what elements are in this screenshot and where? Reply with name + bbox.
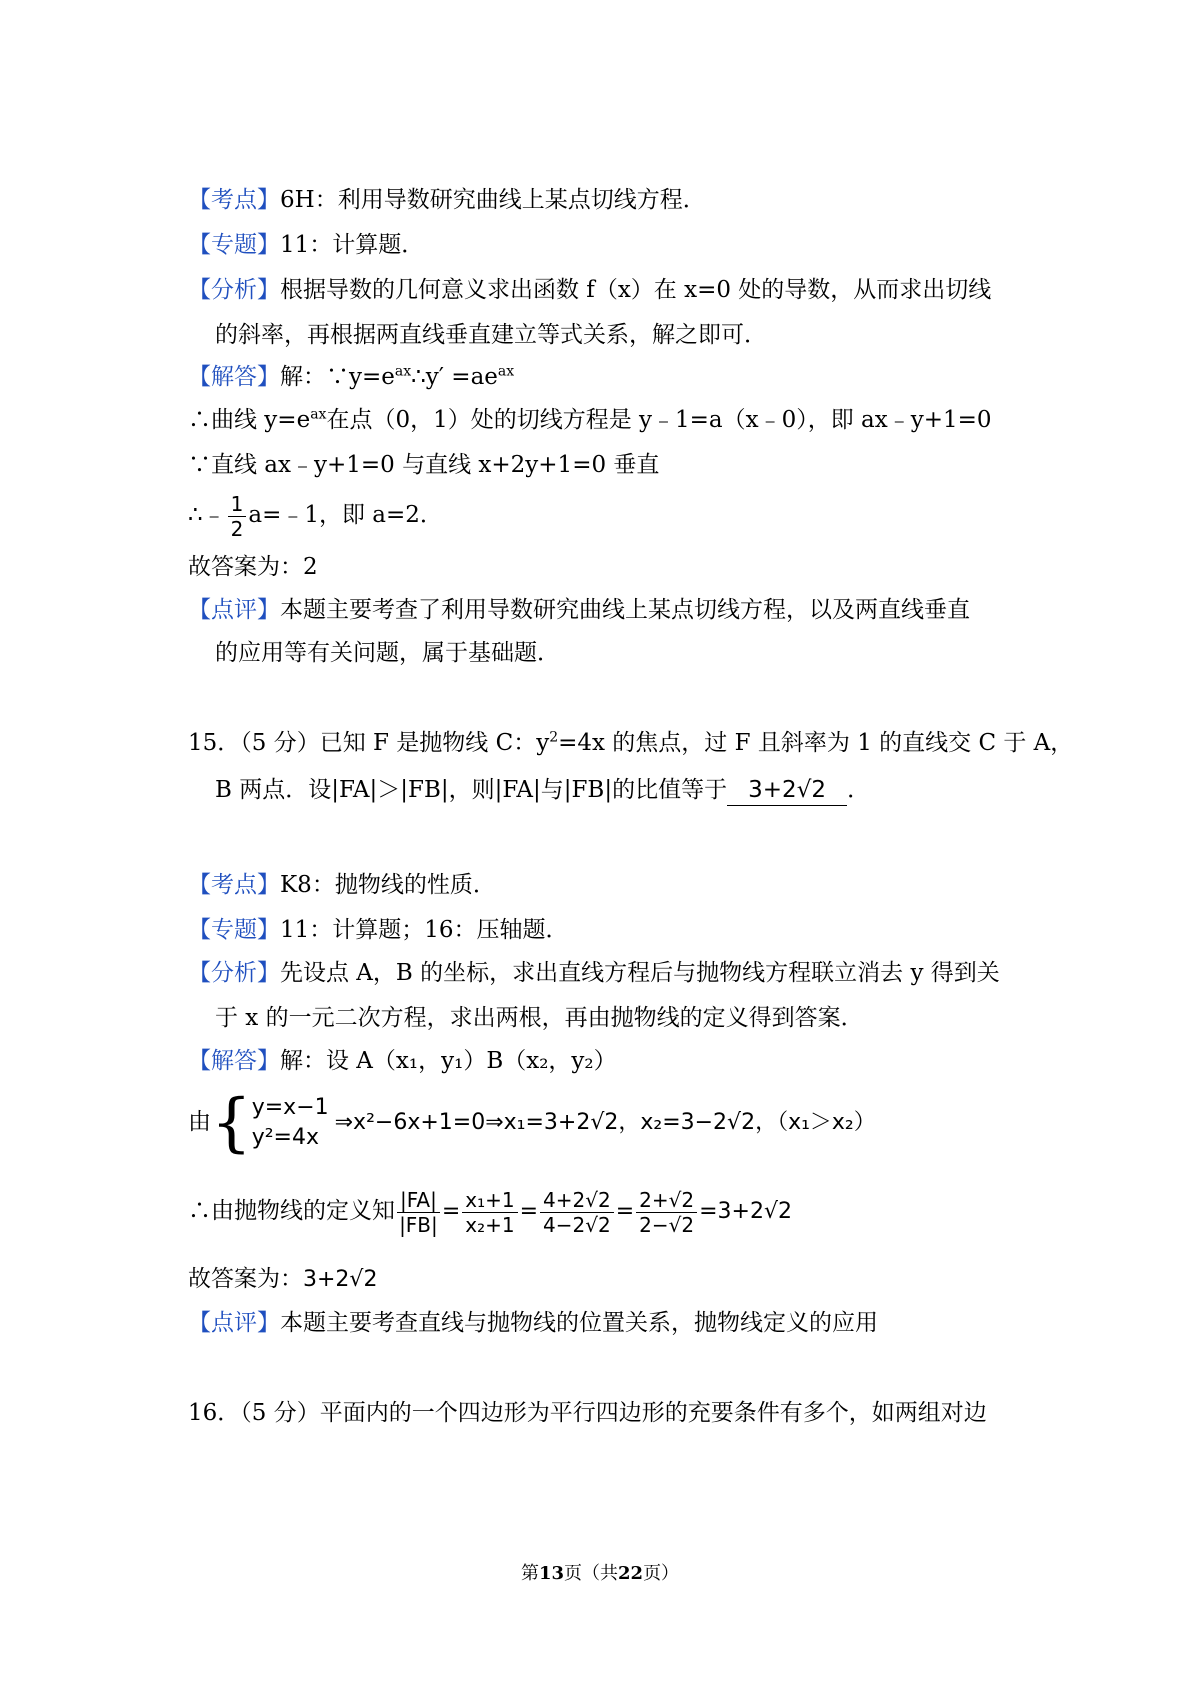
fenxi-tag: 【分析】 bbox=[188, 277, 280, 303]
q14-fenxi bbox=[188, 275, 991, 305]
question-text: 16．（5 分）平面内的一个四边形为平行四边形的充要条件有多个，如两组对边 bbox=[188, 1400, 987, 1426]
system-result: ⇒x²−6x+1=0⇒x₁=3+2√2，x₂=3−2√2，（x₁＞x₂） bbox=[334, 1110, 876, 1135]
exponent: ax bbox=[310, 406, 327, 423]
question-text: =4x 的焦点，过 F 且斜率为 1 的直线交 C 于 A， bbox=[558, 730, 1074, 756]
jieda-tag: 【解答】 bbox=[188, 364, 280, 390]
dianping-text: 本题主要考查直线与抛物线的位置关系，抛物线定义的应用 bbox=[280, 1310, 878, 1336]
fraction-numerator: |FA| bbox=[397, 1188, 440, 1213]
equation-system bbox=[252, 1093, 329, 1153]
fenxi-text-cont: 的斜率，再根据两直线垂直建立等式关系，解之即可． bbox=[215, 322, 767, 348]
step-text: 在点（0，1）处的切线方程是 y﹣1=a（x﹣0），即 ax﹣y+1=0 bbox=[326, 407, 992, 433]
zhuanti-tag: 【专题】 bbox=[188, 232, 280, 258]
q14-step2 bbox=[188, 450, 659, 480]
system-prefix: 由 bbox=[188, 1109, 211, 1135]
fraction-denominator: 2 bbox=[230, 516, 244, 541]
fraction-2 bbox=[636, 1188, 697, 1237]
step-text: a=﹣1，即 a=2． bbox=[248, 502, 443, 528]
step-text: ∵直线 ax﹣y+1=0 与直线 x+2y+1=0 垂直 bbox=[188, 452, 660, 478]
question-text: ． bbox=[847, 777, 871, 803]
step-text: ∴﹣ bbox=[188, 502, 226, 528]
kaodian-tag: 【考点】 bbox=[188, 872, 280, 898]
q15-dianping bbox=[188, 1308, 878, 1338]
system-eq1: y=x−1 bbox=[251, 1095, 329, 1120]
footer-text: 页） bbox=[643, 1563, 680, 1584]
question-text: B 两点．设|FA|＞|FB|，则|FA|与|FB|的比值等于 bbox=[215, 777, 728, 803]
answer-text: 故答案为：2 bbox=[188, 554, 318, 580]
fraction-denominator: |FB| bbox=[399, 1212, 438, 1237]
exponent: ax bbox=[394, 363, 412, 380]
fraction-4 bbox=[540, 1188, 614, 1237]
fraction-numerator: 2+√2 bbox=[636, 1188, 697, 1213]
zhuanti-text: 11：计算题；16：压轴题． bbox=[280, 917, 569, 943]
q15-jieda bbox=[188, 1046, 617, 1076]
dianping-tag: 【点评】 bbox=[188, 1310, 280, 1336]
fraction-numerator: 1 bbox=[228, 492, 247, 517]
q15-question-cont bbox=[215, 775, 870, 806]
q15-kaodian bbox=[188, 870, 496, 900]
fraction-denominator: 2−√2 bbox=[639, 1212, 695, 1237]
dianping-tag: 【点评】 bbox=[188, 597, 280, 623]
q14-fenxi-cont bbox=[215, 320, 767, 350]
q15-zhuanti bbox=[188, 915, 569, 945]
total-pages: 22 bbox=[618, 1563, 644, 1584]
q15-definition: ∴由抛物线的定义知 $\frac{|FA|}{|FB|}$ = $\frac{\text{x₁+1}}{\text{x₂+1}}$ = $\frac{4+2√2}{4-2√2}$ = $\frac{2+√2}{2-√2}$ =3+2√2 bbox=[188, 1187, 793, 1237]
system-eq2: y²=4x bbox=[251, 1125, 320, 1150]
fraction-denominator: 4−2√2 bbox=[543, 1212, 611, 1237]
fraction-numerator: 4+2√2 bbox=[540, 1188, 614, 1213]
left-brace-icon: { bbox=[211, 1086, 252, 1160]
zhuanti-tag: 【专题】 bbox=[188, 917, 280, 943]
answer-label: 故答案为： bbox=[188, 1266, 303, 1292]
question-text: 15．（5 分）已知 F 是抛物线 C：y bbox=[188, 730, 550, 756]
fenxi-tag: 【分析】 bbox=[188, 960, 280, 986]
footer-text: 第 bbox=[520, 1563, 539, 1584]
exponent: 2 bbox=[549, 729, 559, 746]
fenxi-text-cont: 于 x 的一元二次方程，求出两根，再由抛物线的定义得到答案． bbox=[215, 1005, 864, 1031]
fenxi-text: 先设点 A，B 的坐标，求出直线方程后与抛物线方程联立消去 y 得到关 bbox=[280, 960, 1000, 986]
answer-blank: 3+2√2 bbox=[727, 775, 847, 806]
fraction-x bbox=[462, 1188, 517, 1237]
jieda-text: ∴y′ =ae bbox=[411, 364, 498, 390]
q15-answer bbox=[188, 1264, 377, 1295]
q15-fenxi-cont bbox=[215, 1003, 864, 1033]
page-footer bbox=[0, 1562, 1200, 1586]
footer-text: 页（共 bbox=[564, 1563, 618, 1584]
q14-zhuanti bbox=[188, 230, 424, 260]
page-number: 13 bbox=[538, 1563, 564, 1584]
q14-answer bbox=[188, 552, 318, 582]
zhuanti-text: 11：计算题． bbox=[280, 232, 425, 258]
q14-step3 bbox=[188, 490, 443, 541]
step-text: ∴曲线 y=e bbox=[188, 407, 311, 433]
jieda-text: 解：设 A（x₁，y₁）B（x₂，y₂） bbox=[280, 1048, 617, 1074]
jieda-text: 解：∵y=e bbox=[280, 364, 395, 390]
kaodian-tag: 【考点】 bbox=[188, 187, 280, 213]
q14-jieda bbox=[188, 362, 514, 392]
fraction-half bbox=[228, 492, 247, 541]
q15-fenxi bbox=[188, 958, 1000, 988]
q14-dianping-cont bbox=[215, 638, 560, 668]
kaodian-text: 6H：利用导数研究曲线上某点切线方程． bbox=[280, 187, 706, 213]
jieda-tag: 【解答】 bbox=[188, 1048, 280, 1074]
exponent: ax bbox=[497, 363, 515, 380]
fenxi-text: 根据导数的几何意义求出函数 f（x）在 x=0 处的导数，从而求出切线 bbox=[280, 277, 992, 303]
q15-system bbox=[188, 1086, 876, 1160]
fraction-numerator: x₁+1 bbox=[462, 1188, 517, 1213]
fraction-denominator: x₂+1 bbox=[465, 1212, 515, 1237]
q16-question bbox=[188, 1398, 987, 1428]
definition-text: ∴由抛物线的定义知 bbox=[188, 1198, 395, 1224]
dianping-text-cont: 的应用等有关问题，属于基础题． bbox=[215, 640, 560, 666]
kaodian-text: K8：抛物线的性质． bbox=[280, 872, 496, 898]
definition-result: =3+2√2 bbox=[699, 1199, 793, 1224]
q15-question bbox=[188, 728, 1073, 758]
answer-value: 3+2√2 bbox=[303, 1267, 378, 1292]
fraction-fa-fb bbox=[397, 1188, 440, 1237]
q14-dianping bbox=[188, 595, 970, 625]
dianping-text: 本题主要考查了利用导数研究曲线上某点切线方程，以及两直线垂直 bbox=[280, 597, 970, 623]
q14-step1 bbox=[188, 405, 992, 435]
q14-kaodian bbox=[188, 185, 706, 215]
